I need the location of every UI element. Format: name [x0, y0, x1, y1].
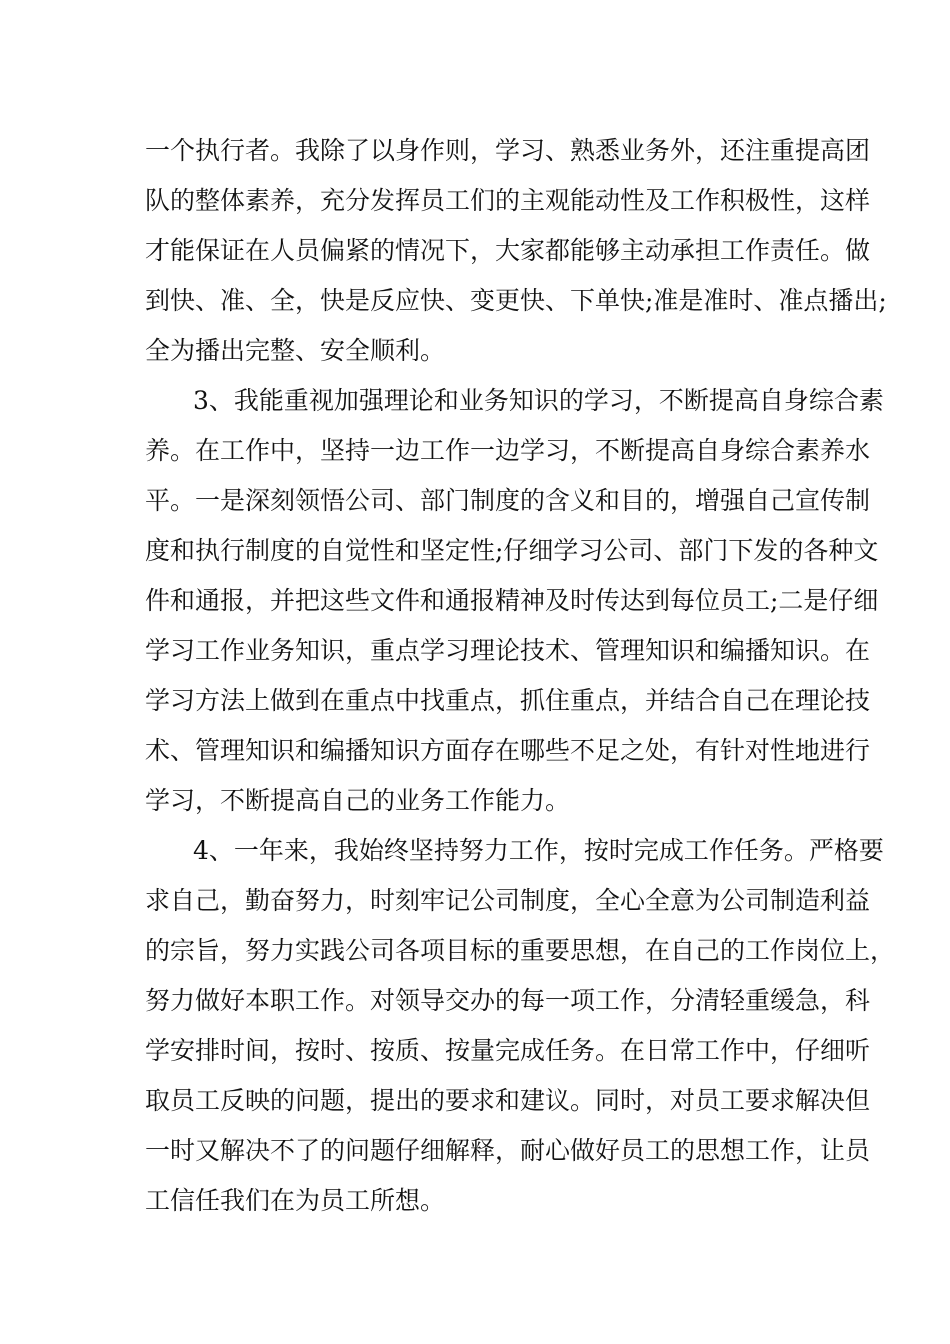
line-text: 的宗旨，努力实践公司各项目标的重要思想，在自己的工作岗位上， — [145, 936, 896, 965]
line-text: 一个执行者。我除了以身作则，学习、熟悉业务外，还注重提高团 — [145, 136, 871, 165]
line-text: 学习方法上做到在重点中找重点，抓住重点，并结合自己在理论技 — [145, 686, 871, 715]
line-text: 全为播出完整、安全顺利。 — [145, 336, 446, 365]
line-text: 才能保证在人员偏紧的情况下，大家都能够主动承担工作责任。做 — [145, 236, 871, 265]
line-text: 4、一年来，我始终坚持努力工作，按时完成工作任务。严格要 — [193, 836, 884, 865]
line-text: 求自己，勤奋努力，时刻牢记公司制度，全心全意为公司制造利益 — [145, 886, 871, 915]
line-text: 学习，不断提高自己的业务工作能力。 — [145, 786, 571, 815]
text-line — [0, 1171, 950, 1231]
line-text: 3、我能重视加强理论和业务知识的学习，不断提高自身综合素 — [193, 386, 884, 415]
line-text: 工信任我们在为员工所想。 — [145, 1186, 446, 1215]
line-text: 一时又解决不了的问题仔细解释，耐心做好员工的思想工作，让员 — [145, 1136, 871, 1165]
line-text: 队的整体素养，充分发挥员工们的主观能动性及工作积极性，这样 — [145, 186, 871, 215]
line-text: 取员工反映的问题，提出的要求和建议。同时，对员工要求解决但 — [145, 1086, 871, 1115]
line-text: 到快、准、全，快是反应快、变更快、下单快;准是准时、准点播出; — [145, 286, 887, 315]
line-text: 学安排时间，按时、按质、按量完成任务。在日常工作中，仔细听 — [145, 1036, 871, 1065]
line-text: 努力做好本职工作。对领导交办的每一项工作，分清轻重缓急，科 — [145, 986, 871, 1015]
line-text: 术、管理知识和编播知识方面存在哪些不足之处，有针对性地进行 — [145, 736, 871, 765]
line-text: 养。在工作中，坚持一边工作一边学习，不断提高自身综合素养水 — [145, 436, 871, 465]
line-text: 度和执行制度的自觉性和坚定性;仔细学习公司、部门下发的各种文 — [145, 536, 879, 565]
line-text: 平。一是深刻领悟公司、部门制度的含义和目的，增强自己宣传制 — [145, 486, 871, 515]
line-text: 件和通报，并把这些文件和通报精神及时传达到每位员工;二是仔细 — [145, 586, 879, 615]
line-text: 学习工作业务知识，重点学习理论技术、管理知识和编播知识。在 — [145, 636, 871, 665]
